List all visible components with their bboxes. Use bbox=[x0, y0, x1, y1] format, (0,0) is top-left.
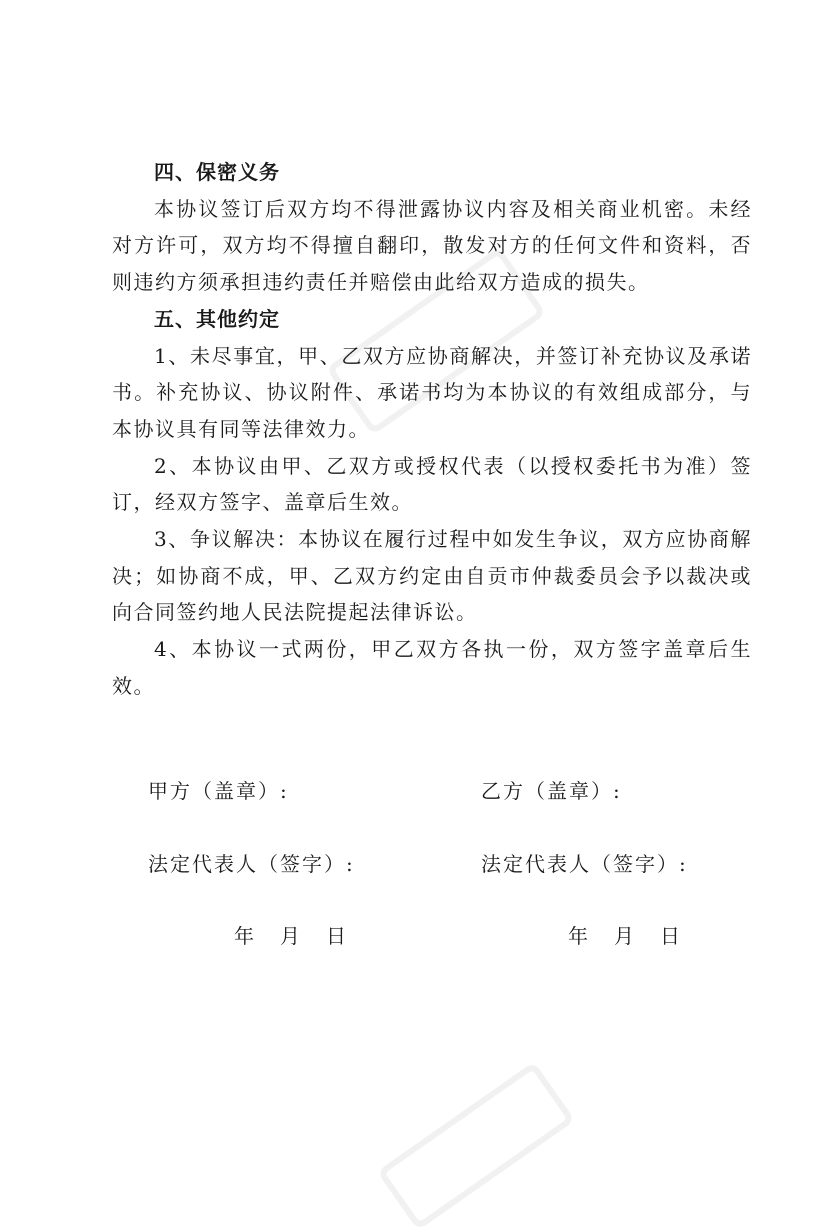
other-terms-item-4: 4、本协议一式两份，甲乙双方各执一份，双方签字盖章后生效。 bbox=[112, 637, 752, 698]
party-b-rep-label: 法定代表人（签字）: bbox=[481, 852, 688, 876]
party-b-date-line bbox=[568, 920, 680, 949]
party-a-seal-label: 甲方（盖章）: bbox=[148, 779, 289, 803]
party-a-month: 月 bbox=[280, 924, 300, 948]
other-terms-item-2: 2、本协议由甲、乙双方或授权代表（以授权委托书为准）签订，经双方签字、盖章后生效。 bbox=[112, 453, 752, 515]
party-a-rep-label: 法定代表人（签字）: bbox=[148, 852, 355, 876]
confidentiality-paragraph: 本协议签订后双方均不得泄露协议内容及相关商业机密。未经对方许可，双方均不得擅自翻印，散发对方的任何文件和资料，否则违约方须承担违约责任并赔偿由此给双方造成的损失。 bbox=[112, 196, 752, 295]
document-body bbox=[112, 154, 752, 705]
section-heading-other-terms: 五、其他约定 bbox=[154, 306, 280, 331]
watermark-shape bbox=[377, 1061, 576, 1230]
other-terms-item-1: 1、未尽事宜，甲、乙双方应协商解决，并签订补充协议及承诺书。补充协议、协议附件、承诺书均为本协议的有效组成部分，与本协议具有同等法律效力。 bbox=[112, 343, 752, 441]
party-b-day: 日 bbox=[660, 924, 680, 948]
section-heading-confidentiality: 四、保密义务 bbox=[154, 160, 280, 184]
party-a-year: 年 bbox=[234, 924, 254, 948]
party-a-day: 日 bbox=[326, 924, 346, 948]
party-b-month: 月 bbox=[614, 924, 634, 948]
party-b-seal-label: 乙方（盖章）: bbox=[481, 779, 622, 803]
other-terms-item-3: 3、争议解决：本协议在履行过程中如发生争议，双方应协商解决；如协商不成，甲、乙双方约定由自贡市仲裁委员会予以裁决或向合同签约地人民法院提起法律诉讼。 bbox=[112, 527, 752, 625]
party-a-date-line bbox=[234, 920, 346, 949]
party-b-year: 年 bbox=[568, 924, 588, 948]
